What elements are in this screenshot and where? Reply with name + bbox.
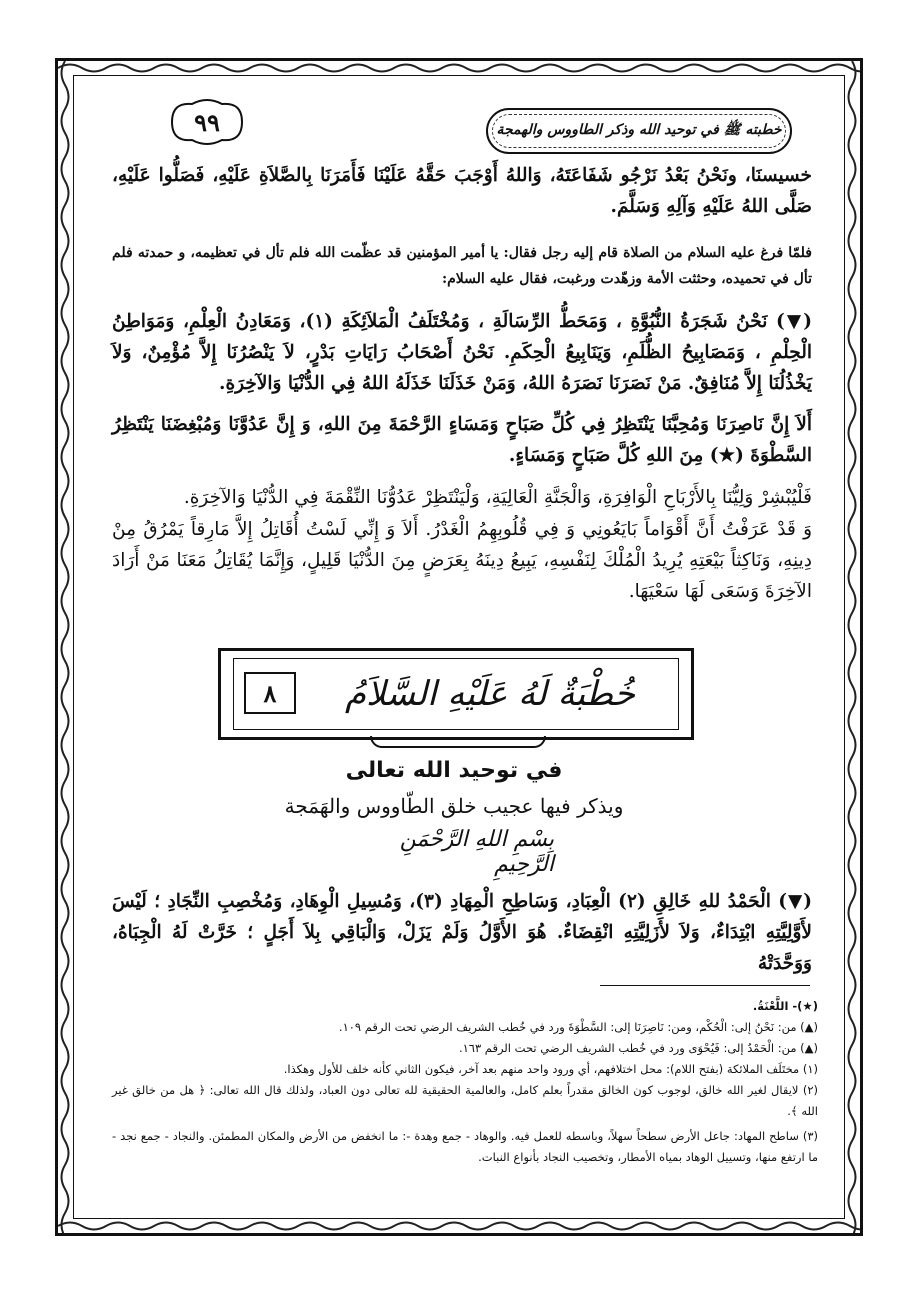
- footnote-2: (٢) لايقال لغير الله خالق، لوجوب كون الخالق مقدراً بعلم كامل، والعالمية الحقيقية لله تعالى دون العباد، ولذلك قال الله تعالى: ﴿ هل من خالق غير الله ﴾.: [112, 1083, 818, 1118]
- footnote-separator: [600, 985, 810, 986]
- basmala-calligraphy: بِسْمِ اللهِ الرَّحْمَنِ الرَّحِيمِ: [399, 827, 554, 877]
- body-paragraph-4: أَلاَ إِنَّ نَاصِرَنَا وَمُحِبَّنَا يَنْتَظِرُ فِي كُلِّ صَبَاحٍ وَمَسَاءٍ الرَّحْمَةَ مِنَ اللهِ، وَ إِنَّ عَدُوَّنَا وَمُبْغِضَنَا يَنْتَظِرُ السَّطْوَةَ (★) مِنَ اللهِ كُلَّ صَبَاحٍ وَمَسَاءٍ.: [112, 414, 812, 466]
- ornament-vine-top: [58, 61, 860, 75]
- running-header: [486, 108, 792, 154]
- sermon-subtitle-1: في توحيد الله تعالى: [345, 758, 563, 783]
- body-paragraph-1: خسيسنَا، ونَحْنُ بَعْدُ نَرْجُو شَفَاعَتَهُ، وَاللهُ أَوْجَبَ حَقَّهُ عَلَيْنَا فَأَمَرَنَا بِالصَّلاَةِ عَلَيْهِ، فَصَلُّوا عَلَيْهِ، صَلَّى اللهُ عَلَيْهِ وَآلِهِ وَسَلَّمَ.: [112, 165, 812, 217]
- sermon-title-ornament: [370, 736, 546, 748]
- footnote-source-1: (▲) من: نَحْنُ إلى: الْحُكْم، ومن: نَاصِرَنَا إلى: السَّطْوَةَ ورد في خُطب الشريف الرضي تحت الرقم ١٠٩.: [338, 1020, 818, 1034]
- ornament-vine-right: [845, 61, 860, 1233]
- sermon-paragraph-1: (▼) الْحَمْدُ للهِ خَالِقِ (٢) الْعِبَادِ، وَسَاطِحِ الْمِهَادِ (٣)، وَمُسِيلِ الْوِهَادِ، وَمُخْصِبِ النِّجَادِ ؛ لَيْسَ لأَوَّلِيَّتِهِ ابْتِدَاءٌ، وَلاَ لأَزَلِيَّتِهِ انْقِضَاءٌ. هُوَ الأَوَّلُ وَلَمْ يَزَلْ، وَالْبَاقِي بِلاَ أَجَلٍ ؛ خَرَّتْ لَهُ الْجِبَاهُ، وَوَحَّدَتْهُ: [112, 891, 812, 974]
- page-number: ٩٩: [194, 107, 220, 137]
- footnote-source-2: (▲) من: الْحَمْدُ إلى: فَيُحْوَى ورد في خُطب الشريف الرضي تحت الرقم ١٦٣.: [458, 1041, 818, 1055]
- body-paragraph-6: وَ قَدْ عَرَفْتُ أَنَّ أَقْوَاماً بَايَعُونِي وَ فِي قُلُوبِهِمُ الْغَدْرُ. أَلاَ وَ إِنِّي لَسْتُ أُقَاتِلُ إِلاَّ مَارِقاً يَمْرُقُ مِنْ دِينِهِ، وَنَاكِثاً بَيْعَتِهِ يُرِيدُ الْمُلْكَ لِنَفْسِهِ، يَبِيعُ دِينَهُ بِعَرَضٍ مِنَ الدُّنْيَا قَلِيلٍ، وَإِنَّمَا يُقَاتِلُ مَعَنَا مَنْ أَرَادَ الآخِرَةَ وَسَعَى لَهَا سَعْيَهَا.: [112, 519, 812, 602]
- footnote-3: (٣) ساطح المهاد: جاعل الأرض سطحاً سهلاً، وباسطه للعمل فيه. والوهاد - جمع وهدة -: ما انخفض من الأرض والمكان المطمئن. والنجاد - جمع نجد - ما ارتفع منها، وتسييل الوهاد بمياه الأمطار، وتخصيب النجاد بأنواع النبات.: [112, 1129, 818, 1164]
- body-paragraph-2: فلمّا فرغ عليه السلام من الصلاة قام إليه رجل فقال: يا أمير المؤمنين قد عظّمت الله فلم تأل في تعظيمه، و حمدته فلم تأل في تحميده، وحثثت الأمة وزهّدت ورغبت، فقال عليه السلام:: [112, 245, 812, 287]
- footnote-1: (١) مختَلَف الملائكة (بفتح اللام): محل اختلافهم، أي ورود واحد منهم بعد آخر، فيكون الثاني كأنه خلف للأول وهكذا.: [283, 1062, 818, 1076]
- running-header-title: خطبته ﷺ في توحيد الله وذكر الطاووس والهمجة: [496, 122, 782, 138]
- footnote-star: (★)- اللَّعْنَةُ.: [752, 999, 818, 1013]
- sermon-number: ٨: [244, 672, 296, 714]
- ornament-vine-left: [58, 61, 73, 1233]
- body-paragraph-3: (▼) نَحْنُ شَجَرَةُ النُّبُوَّةِ ، وَمَحَطُّ الرِّسَالَةِ ، وَمُخْتَلَفُ الْمَلاَئِكَةِ (١)، وَمَعَادِنُ الْعِلْمِ، وَمَوَاطِنُ الْحِلْمِ ، وَمَصَابِيحُ الظُّلَمِ، وَيَنَابِيعُ الْحِكَمِ. نَحْنُ أَصْحَابُ رَايَاتِ بَدْرٍ، لاَ يَنْصُرُنَا إِلاَّ مُؤْمِنٌ، وَلاَ يَخْذُلُنَا إِلاَّ مُنَافِقٌ. مَنْ نَصَرَنَا نَصَرَهُ اللهُ، وَمَنْ خَذَلَنَا خَذَلَهُ اللهُ فِي الدُّنْيَا وَالآخِرَةِ.: [112, 311, 812, 394]
- body-paragraph-5: فَلْيُبْشِرْ وَلِيُّنَا بِالأَرْبَاحِ الْوَافِرَةِ، وَالْجَنَّةِ الْعَالِيَةِ، وَلْيَنْتَظِرْ عَدُوُّنَا النِّقْمَةَ فِي الدُّنْيَا وَالآخِرَةِ.: [183, 487, 812, 508]
- ornament-vine-bottom: [58, 1219, 860, 1233]
- sermon-title: خُطْبَةٌ لَهُ عَلَيْهِ السَّلاَمُ: [345, 674, 635, 714]
- sermon-subtitle-2: ويذكر فيها عجيب خلق الطّاووس والهَمَجة: [284, 794, 624, 818]
